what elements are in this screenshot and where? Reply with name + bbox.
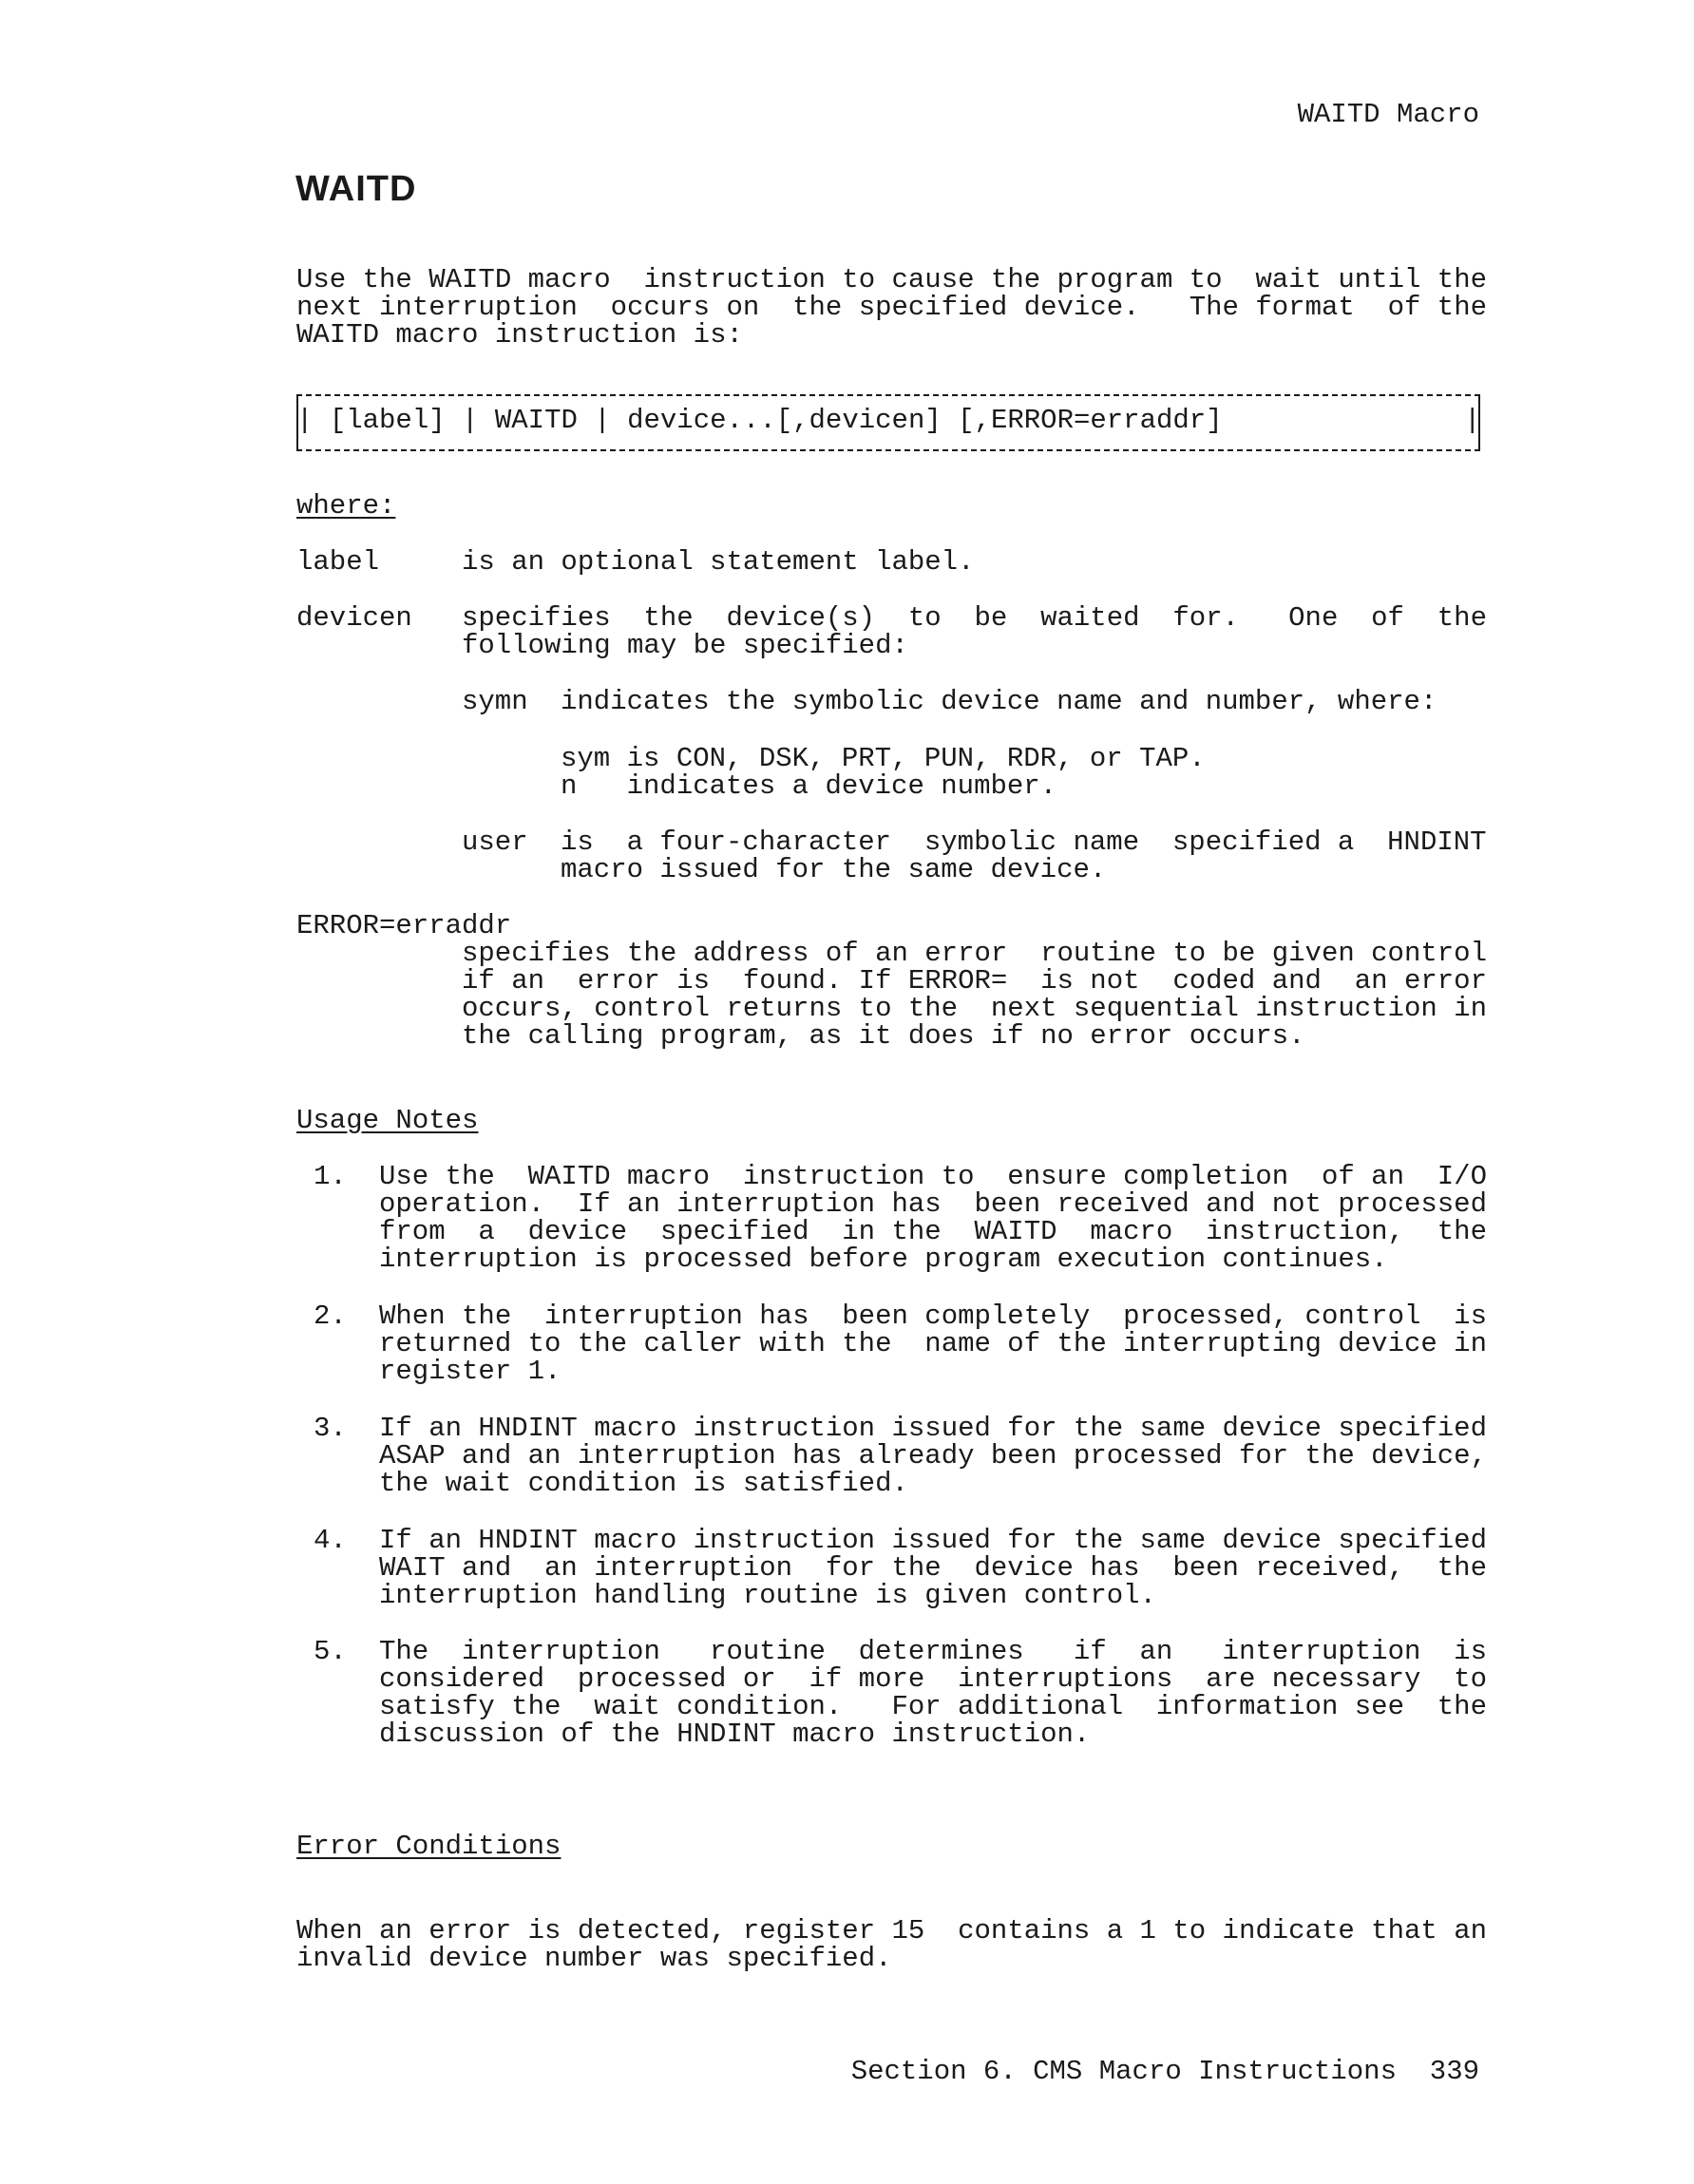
- page-title: WAITD: [295, 169, 417, 209]
- param-error-desc: specifies the address of an error routine to be given control: [462, 938, 1487, 969]
- sym-line: sym is CON, DSK, PRT, PUN, RDR, or TAP.: [561, 743, 1206, 774]
- param-symn-name: symn: [462, 686, 528, 717]
- note-line: When the interruption has been completely processed, control is: [379, 1301, 1487, 1332]
- param-user-desc: macro issued for the same device.: [561, 854, 1107, 885]
- intro-line: WAITD macro instruction is:: [296, 319, 743, 351]
- param-error-name: ERROR=erraddr: [296, 910, 512, 941]
- note-number: 3.: [314, 1413, 347, 1444]
- syntax-sep: |: [296, 405, 314, 436]
- param-error-desc: the calling program, as it does if no error occurs.: [462, 1020, 1305, 1052]
- syntax-label: [label]: [329, 405, 446, 436]
- note-line: operation. If an interruption has been received and not processed: [379, 1188, 1487, 1220]
- note-line: satisfy the wait condition. For additional information see the: [379, 1691, 1487, 1722]
- note-number: 4.: [314, 1525, 347, 1556]
- usage-notes-heading: Usage Notes: [296, 1105, 479, 1136]
- note-line: considered processed or if more interruptions are necessary to: [379, 1663, 1487, 1695]
- param-devicen-desc: specifies the device(s) to be waited for. One of the: [462, 602, 1487, 634]
- note-line: If an HNDINT macro instruction issued for the same device specified: [379, 1413, 1487, 1444]
- intro-line: next interruption occurs on the specified device. The format of the: [296, 292, 1488, 323]
- n-line: n indicates a device number.: [561, 770, 1057, 802]
- param-user-desc: is a four-character symbolic name specified a HNDINT: [561, 826, 1487, 858]
- param-user-name: user: [462, 826, 528, 858]
- intro-line: Use the WAITD macro instruction to cause the program to wait until the: [296, 264, 1488, 295]
- note-line: interruption is processed before program execution continues.: [379, 1244, 1388, 1275]
- param-error-desc: if an error is found. If ERROR= is not coded and an error: [462, 965, 1487, 997]
- syntax-statement: [296, 407, 1223, 434]
- note-line: WAIT and an interruption for the device has been received, the: [379, 1552, 1487, 1584]
- syntax-op: WAITD: [494, 405, 578, 436]
- error-conditions-line: When an error is detected, register 15 contains a 1 to indicate that an: [296, 1915, 1488, 1947]
- param-symn-desc: indicates the symbolic device name and number, where:: [561, 686, 1437, 717]
- note-line: Use the WAITD macro instruction to ensure completion of an I/O: [379, 1161, 1487, 1192]
- param-label-desc: is an optional statement label.: [462, 546, 975, 578]
- note-line: ASAP and an interruption has already been processed for the device,: [379, 1440, 1487, 1472]
- where-heading: where:: [296, 490, 396, 522]
- note-line: If an HNDINT macro instruction issued for the same device specified: [379, 1525, 1487, 1556]
- param-label-name: label: [296, 546, 380, 578]
- note-line: discussion of the HNDINT macro instruction.: [379, 1719, 1091, 1750]
- note-number: 5.: [314, 1636, 347, 1667]
- error-conditions-heading: Error Conditions: [296, 1831, 561, 1862]
- note-line: returned to the caller with the name of the interrupting device in: [379, 1328, 1487, 1359]
- param-devicen-desc: following may be specified:: [462, 630, 908, 661]
- syntax-sep-right: |: [1464, 405, 1481, 436]
- note-number: 2.: [314, 1301, 347, 1332]
- note-number: 1.: [314, 1161, 347, 1192]
- note-line: register 1.: [379, 1356, 561, 1387]
- param-devicen-name: devicen: [296, 602, 412, 634]
- syntax-sep: |: [594, 405, 611, 436]
- running-head: WAITD Macro: [1297, 99, 1479, 130]
- error-conditions-line: invalid device number was specified.: [296, 1943, 892, 1974]
- note-line: the wait condition is satisfied.: [379, 1468, 908, 1499]
- syntax-operands: device...[,devicen] [,ERROR=erraddr]: [627, 405, 1223, 436]
- note-line: from a device specified in the WAITD macro instruction, the: [379, 1216, 1487, 1247]
- syntax-sep: |: [462, 405, 479, 436]
- note-line: interruption handling routine is given control.: [379, 1580, 1156, 1611]
- note-line: The interruption routine determines if an interruption is: [379, 1636, 1487, 1667]
- page-footer: Section 6. CMS Macro Instructions 339: [850, 2056, 1479, 2087]
- param-error-desc: occurs, control returns to the next sequential instruction in: [462, 993, 1487, 1024]
